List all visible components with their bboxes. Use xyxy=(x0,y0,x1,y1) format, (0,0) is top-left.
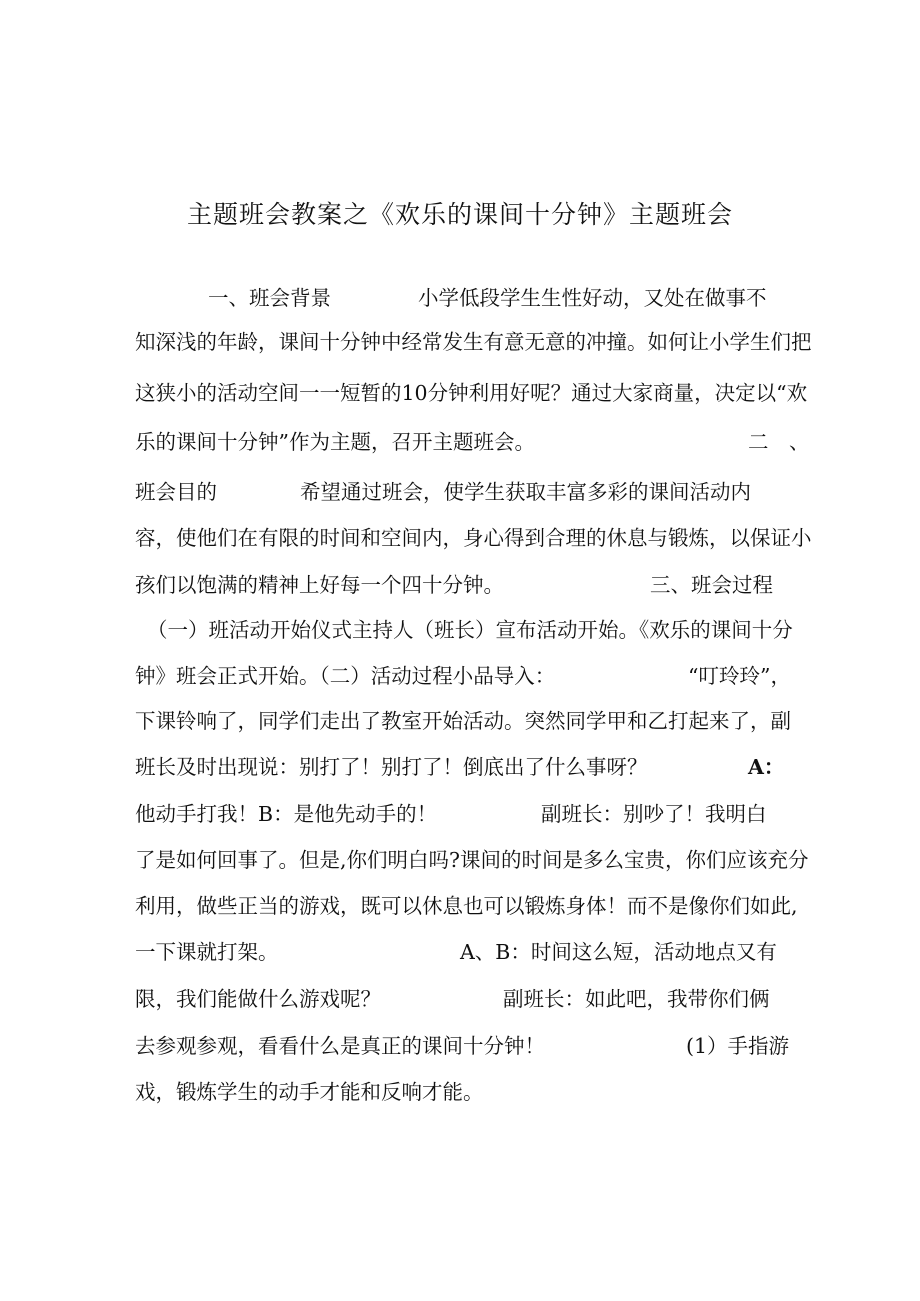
section-heading-purpose: 班会目的 xyxy=(135,480,217,504)
section-number: 二 、 xyxy=(748,430,810,454)
text-segment: 下课铃响了，同学们走出了教室开始活动。突然同学甲和乙打起来了，副 xyxy=(135,709,791,733)
text-segment: “叮玲玲”， xyxy=(688,664,791,688)
text-segment: A： xyxy=(748,755,785,779)
text-segment: 孩们以饱满的精神上好每一个四十分钟。 xyxy=(135,573,504,597)
text-segment: 知深浅的年龄，课间十分钟中经常发生有意无意的冲撞。如何让小学生们把 xyxy=(135,330,812,354)
text-segment: 希望通过班会，使学生获取丰富多彩的课间活动内 xyxy=(300,480,751,504)
text-segment: 限，我们能做什么游戏呢？ xyxy=(135,987,381,1011)
section-heading-background: 一、班会背景 xyxy=(208,286,331,310)
text-segment: A、B：时间这么短，活动地点又有 xyxy=(460,940,777,964)
text-segment: 钟》班会正式开始。（二）活动过程小品导入： xyxy=(135,664,556,688)
text-segment: (1）手指游 xyxy=(686,1034,790,1058)
text-segment: 小学低段学生生性好动，又处在做事不 xyxy=(418,286,767,310)
text-segment: 乐的课间十分钟”作为主题，召开主题班会。 xyxy=(135,430,535,454)
text-segment: 一下课就打架。 xyxy=(135,940,279,964)
document-title: 主题班会教案之《欢乐的课间十分钟》主题班会 xyxy=(186,200,733,229)
text-segment: 副班长：如此吧，我带你们俩 xyxy=(503,987,770,1011)
text-segment: 利用，做些正当的游戏，既可以休息也可以锻炼身体！而不是像你们如此, xyxy=(135,894,798,918)
text-segment: 容，使他们在有限的时间和空间内，身心得到合理的休息与锻炼，以保证小 xyxy=(135,526,812,550)
text-segment: 班长及时出现说：别打了！别打了！倒底出了什么事呀？ xyxy=(135,755,648,779)
section-heading-process: 三、班会过程 xyxy=(650,573,773,597)
text-segment: （一）班活动开始仪式主持人（班长）宣布活动开始。《欢乐的课间十分 xyxy=(147,618,793,642)
text-segment: 这狭小的活动空间一一短暂的10分钟利用好呢？通过大家商量，决定以“欢 xyxy=(135,381,808,405)
text-segment: 副班长：别吵了！我明白 xyxy=(541,802,767,826)
text-segment: 他动手打我！B：是他先动手的！ xyxy=(135,802,438,826)
text-segment: 了是如何回事了。但是,你们明白吗?课间的时间是多么宝贵，你们应该充分 xyxy=(135,848,809,872)
text-segment: 戏，锻炼学生的动手才能和反响才能。 xyxy=(135,1080,484,1104)
text-segment: 去参观参观，看看什么是真正的课间十分钟！ xyxy=(135,1034,545,1058)
